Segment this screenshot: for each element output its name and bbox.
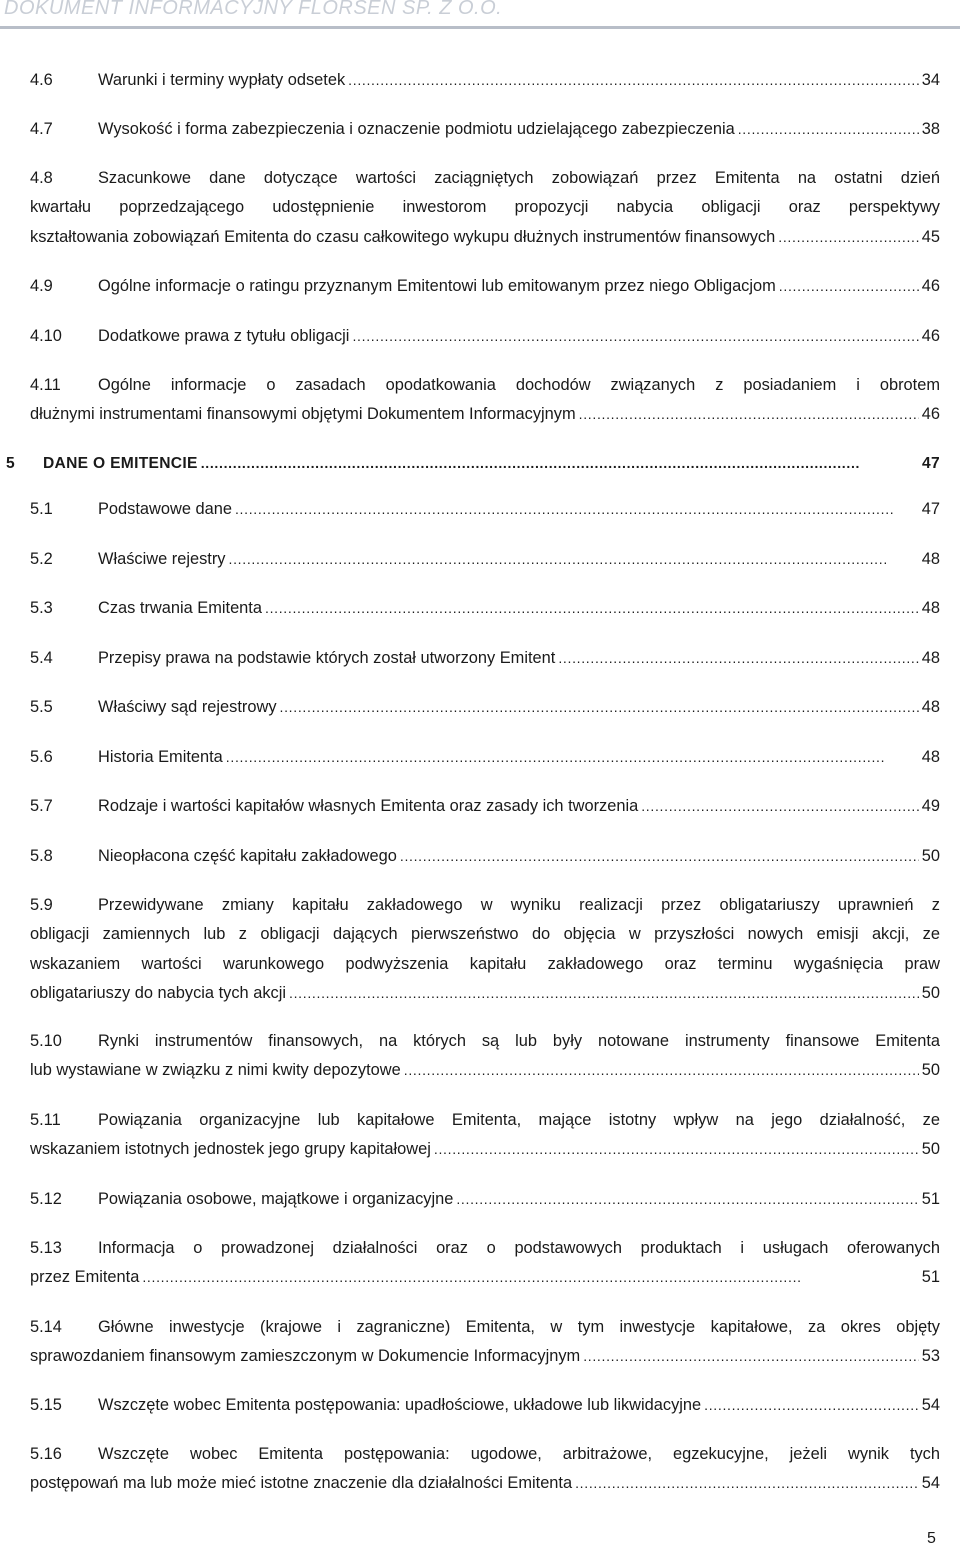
dot-leader xyxy=(575,1469,919,1498)
toc-title-line-1: Główne inwestycje (krajowe i zagraniczne) Emitenta, w tym inwestycje kapitałowe, za okres objęty xyxy=(98,1318,940,1336)
dot-leader xyxy=(289,979,919,1008)
toc-entry-5-10[interactable] xyxy=(30,1027,940,1086)
toc-title-line-1: Powiązania organizacyjne lub kapitałowe Emitenta, mające istotny wpływ na jego działalność, ze xyxy=(98,1111,940,1129)
toc-title: Warunki i terminy wypłaty odsetek xyxy=(98,71,346,89)
dot-leader xyxy=(265,594,919,623)
document-title: DOKUMENT INFORMACYJNY FLORSEN SP. Z O.O. xyxy=(4,0,503,19)
toc-number: 4.9 xyxy=(30,277,53,295)
toc-number: 4.6 xyxy=(30,71,53,89)
toc-title: postępowań ma lub może mieć istotne znaczenie dla działalności Emitenta xyxy=(30,1474,573,1493)
dot-leader xyxy=(641,792,919,821)
dot-leader xyxy=(280,693,919,722)
toc-title: Czas trwania Emitenta xyxy=(98,599,262,617)
dot-leader xyxy=(226,743,919,772)
toc-title-line-2: kwartału poprzedzającego udostępnienie inwestorom propozycji nabycia obligacji oraz perspektywy xyxy=(30,198,940,217)
toc-entry-5-16[interactable] xyxy=(30,1440,940,1499)
dot-leader xyxy=(348,66,919,95)
toc-title: Powiązania osobowe, majątkowe i organizacyjne xyxy=(98,1190,454,1208)
toc-title: Ogólne informacje o ratingu przyznanym Emitentowi lub emitowanym przez niego Obligacjom xyxy=(98,277,776,295)
toc-number: 5.9 xyxy=(30,896,53,914)
header-divider xyxy=(0,26,960,29)
toc-page-number: 50 xyxy=(921,847,940,865)
toc-title-line-2: obligacji zamiennych lub z obligacji dających pierwszeństwo do objęcia w przyszłości nowych emisji akcji, ze xyxy=(30,925,940,944)
dot-leader xyxy=(738,115,919,144)
toc-number: 5.12 xyxy=(30,1190,62,1208)
toc-number: 5 xyxy=(6,455,15,472)
dot-leader xyxy=(456,1185,918,1214)
toc-page-number: 46 xyxy=(921,277,940,295)
toc-entry-5-14[interactable] xyxy=(30,1313,940,1372)
toc-title: Wszczęte wobec Emitenta postępowania: upadłościowe, układowe lub likwidacyjne xyxy=(98,1396,702,1414)
toc-title: Nieopłacona część kapitału zakładowego xyxy=(98,847,397,865)
dot-leader xyxy=(352,322,918,351)
toc-number: 5.14 xyxy=(30,1318,62,1336)
dot-leader xyxy=(229,545,919,574)
toc-title-line-1: Rynki instrumentów finansowych, na których są lub były notowane instrumenty finansowe Emitenta xyxy=(98,1032,940,1050)
toc-title: DANE O EMITENCIE xyxy=(43,455,198,472)
toc-title: sprawozdaniem finansowym zamieszczonym w Dokumencie Informacyjnym xyxy=(30,1347,581,1366)
dot-leader xyxy=(235,495,919,524)
dot-leader xyxy=(583,1342,919,1371)
toc-number: 5.10 xyxy=(30,1032,62,1050)
toc-number: 5.15 xyxy=(30,1396,62,1414)
toc-page-number: 50 xyxy=(921,1140,940,1159)
toc-entry-5-2[interactable] xyxy=(30,545,940,574)
toc-page-number: 47 xyxy=(922,455,940,472)
toc-page-number: 48 xyxy=(921,698,940,716)
toc-entry-5-6[interactable] xyxy=(30,743,940,772)
toc-number: 5.16 xyxy=(30,1445,62,1463)
toc-number: 5.6 xyxy=(30,748,53,766)
toc-number: 5.1 xyxy=(30,500,53,518)
toc-entry-4-10[interactable] xyxy=(30,322,940,351)
toc-number: 5.5 xyxy=(30,698,53,716)
toc-entry-4-9[interactable] xyxy=(30,272,940,301)
toc-entry-5-9[interactable] xyxy=(30,891,940,1008)
toc-number: 5.7 xyxy=(30,797,53,815)
toc-page-number: 50 xyxy=(921,1061,940,1080)
toc-title-line-1: Przewidywane zmiany kapitału zakładowego w wyniku realizacji przez obligatariuszy uprawnień z xyxy=(98,896,940,914)
toc-page-number: 45 xyxy=(921,227,940,246)
toc-entry-4-6[interactable] xyxy=(30,66,940,95)
toc-entry-5-11[interactable] xyxy=(30,1106,940,1165)
toc-entry-4-8[interactable] xyxy=(30,164,940,252)
toc-title: Podstawowe dane xyxy=(98,500,232,518)
toc-chapter-5[interactable] xyxy=(6,449,940,478)
toc-page-number: 49 xyxy=(921,797,940,815)
dot-leader xyxy=(558,644,918,673)
toc-title-line-1: Informacja o prowadzonej działalności oraz o podstawowych produktach i usługach oferowanych xyxy=(98,1239,940,1257)
toc-title-line-1: Szacunkowe dane dotyczące wartości zaciągniętych zobowiązań przez Emitenta na ostatni dzień xyxy=(98,169,940,187)
toc-number: 5.3 xyxy=(30,599,53,617)
toc-entry-5-8[interactable] xyxy=(30,842,940,871)
toc-title: Wysokość i forma zabezpieczenia i oznaczenie podmiotu udzielającego zabezpieczenia xyxy=(98,120,735,138)
toc-title: przez Emitenta xyxy=(30,1268,140,1287)
toc-entry-5-13[interactable] xyxy=(30,1234,940,1293)
toc-page-number: 46 xyxy=(921,405,940,424)
dot-leader xyxy=(400,842,919,871)
toc-title: Właściwy sąd rejestrowy xyxy=(98,698,277,716)
toc-number: 5.11 xyxy=(30,1111,61,1129)
document-header xyxy=(0,0,960,30)
dot-leader xyxy=(201,449,919,478)
toc-title: Rodzaje i wartości kapitałów własnych Emitenta oraz zasady ich tworzenia xyxy=(98,797,639,815)
toc-title: Przepisy prawa na podstawie których został utworzony Emitent xyxy=(98,649,556,667)
toc-entry-5-3[interactable] xyxy=(30,594,940,623)
dot-leader xyxy=(779,272,919,301)
toc-number: 5.2 xyxy=(30,550,53,568)
toc-number: 4.7 xyxy=(30,120,53,138)
toc-title-line-1: Ogólne informacje o zasadach opodatkowania dochodów związanych z posiadaniem i obrotem xyxy=(98,376,940,394)
toc-page-number: 54 xyxy=(921,1474,940,1493)
toc-number: 5.8 xyxy=(30,847,53,865)
toc-entry-5-7[interactable] xyxy=(30,792,940,821)
toc-page-number: 34 xyxy=(921,71,940,89)
dot-leader xyxy=(404,1056,919,1085)
toc-number: 4.10 xyxy=(30,327,62,345)
toc-number: 5.13 xyxy=(30,1239,62,1257)
toc-title: wskazaniem istotnych jednostek jego grupy kapitałowej xyxy=(30,1140,431,1159)
toc-entry-5-4[interactable] xyxy=(30,644,940,673)
toc-title: Dodatkowe prawa z tytułu obligacji xyxy=(98,327,350,345)
toc-title: Historia Emitenta xyxy=(98,748,223,766)
dot-leader xyxy=(704,1391,919,1420)
toc-entry-5-1[interactable] xyxy=(30,495,940,524)
dot-leader xyxy=(434,1135,919,1164)
toc-entry-5-15[interactable] xyxy=(30,1391,940,1420)
toc-page-number: 54 xyxy=(921,1396,940,1414)
toc-page-number: 51 xyxy=(921,1268,940,1287)
toc-entry-5-5[interactable] xyxy=(30,693,940,722)
dot-leader xyxy=(142,1263,918,1292)
toc-page-number: 46 xyxy=(921,327,940,345)
dot-leader xyxy=(579,400,919,429)
toc-entry-4-11[interactable] xyxy=(30,371,940,430)
toc-page-number: 47 xyxy=(921,500,940,518)
toc-number: 5.4 xyxy=(30,649,53,667)
toc-page-number: 53 xyxy=(921,1347,940,1366)
toc-title: obligatariuszy do nabycia tych akcji xyxy=(30,983,287,1002)
toc-number: 4.11 xyxy=(30,376,61,394)
toc-page-number: 51 xyxy=(921,1190,940,1208)
toc-page-number: 50 xyxy=(921,983,940,1002)
toc-entry-5-12[interactable] xyxy=(30,1185,940,1214)
toc-title: lub wystawiane w związku z nimi kwity depozytowe xyxy=(30,1061,401,1080)
page-number: 5 xyxy=(927,1530,936,1547)
toc-page-number: 48 xyxy=(921,599,940,617)
dot-leader xyxy=(778,223,919,252)
toc-number: 4.8 xyxy=(30,169,53,187)
toc-page-number: 48 xyxy=(921,550,940,568)
toc-page-number: 38 xyxy=(921,120,940,138)
toc-title: Właściwe rejestry xyxy=(98,550,226,568)
toc-title: dłużnymi instrumentami finansowymi objętymi Dokumentem Informacyjnym xyxy=(30,405,576,424)
toc-title-line-3: wskazaniem wartości warunkowego podwyższenia kapitału zakładowego oraz terminu wygaśnięcia praw xyxy=(30,954,940,973)
toc-entry-4-7[interactable] xyxy=(30,115,940,144)
toc-page-number: 48 xyxy=(921,748,940,766)
toc-title: kształtowania zobowiązań Emitenta do czasu całkowitego wykupu dłużnych instrumentów finansowych xyxy=(30,227,776,246)
toc-page-number: 48 xyxy=(921,649,940,667)
toc-title-line-1: Wszczęte wobec Emitenta postępowania: ugodowe, arbitrażowe, egzekucyjne, jeżeli wynik tych xyxy=(98,1445,940,1463)
